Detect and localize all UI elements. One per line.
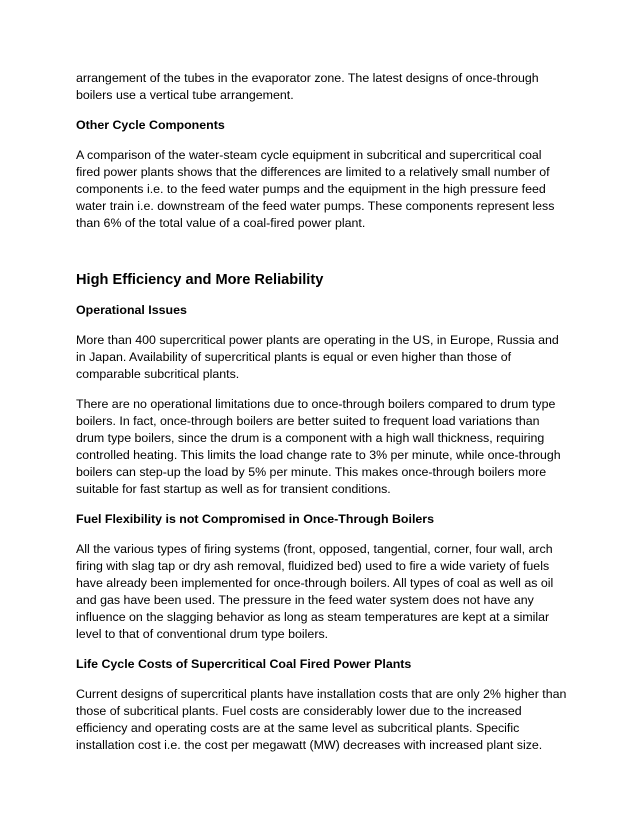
paragraph-firing-systems: All the various types of firing systems (front, opposed, tangential, corner, four wall, arch firing with slag tap or dry ash removal, fluidized bed) used to fire a wide variety of fuels have already been implemented for once-through boilers. All types of coal as well as oil and gas have been used. The pressure in the feed water system does not have any influence on the slagging behavior as long as steam temperatures are kept at a similar level to that of conventional drum type boilers.	[76, 542, 554, 641]
heading-fuel-flexibility: Fuel Flexibility is not Compromised in Once-Through Boilers	[76, 512, 434, 526]
paragraph-evaporator-tubes: arrangement of the tubes in the evaporator zone. The latest designs of once-through boilers use a vertical tube arrangement.	[76, 71, 539, 102]
paragraph-operational-limitations: There are no operational limitations due to once-through boilers compared to drum type boilers. In fact, once-through boilers are better suited to frequent load variations than drum type boilers, since the drum is a component with a high wall thickness, requiring controlled heating. This limits the load change rate to 3% per minute, while once-through boilers can step-up the load by 5% per minute. This makes once-through boilers more suitable for fast startup as well as for transient conditions.	[76, 397, 561, 496]
heading-high-efficiency: High Efficiency and More Reliability	[76, 272, 324, 288]
paragraph-cycle-comparison: A comparison of the water-steam cycle equipment in subcritical and supercritical coal fired power plants shows that the differences are limited to a relatively small number of components i.e. to the feed water pumps and the equipment in the high pressure feed water train i.e. downstream of the feed water pumps. These components represent less than 6% of the total value of a coal-fired power plant.	[76, 148, 555, 230]
heading-operational-issues: Operational Issues	[76, 303, 187, 317]
heading-other-cycle-components: Other Cycle Components	[76, 118, 225, 132]
paragraph-installation-costs: Current designs of supercritical plants have installation costs that are only 2% higher than those of subcritical plants. Fuel costs are considerably lower due to the increased efficiency and operating costs are at the same level as subcritical plants. Specific installation cost i.e. the cost per megawatt (MW) decreases with increased plant size.	[76, 687, 567, 752]
paragraph-plants-operating: More than 400 supercritical power plants are operating in the US, in Europe, Russia and in Japan. Availability of supercritical plants is equal or even higher than those of comparable subcritical plants.	[76, 333, 559, 381]
heading-life-cycle-costs: Life Cycle Costs of Supercritical Coal Fired Power Plants	[76, 657, 412, 671]
